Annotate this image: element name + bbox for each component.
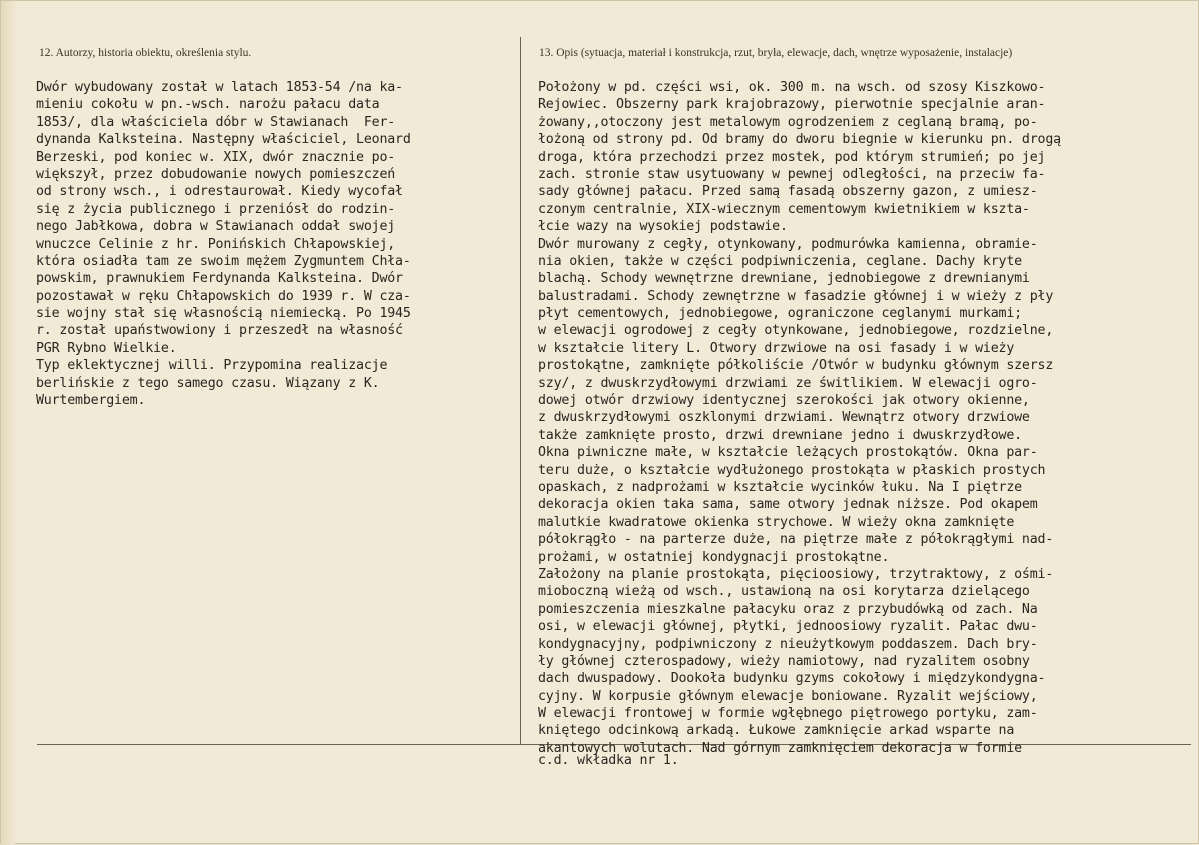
history-text-line: pozostawał w ręku Chłapowskich do 1939 r. W cza- — [36, 288, 411, 304]
description-text-line: nia okien, także w części podpiwniczenia, ceglane. Dachy kryte — [538, 253, 1022, 269]
description-text-line: dowej otwór drzwiowy identycznej szerokości jak otwory okienne, — [538, 393, 1030, 409]
history-text-line: PGR Rybno Wielkie. — [36, 340, 177, 356]
column-divider — [520, 37, 521, 745]
description-text-line: Rejowiec. Obszerny park krajobrazowy, pierwotnie specjalnie aran- — [538, 97, 1046, 113]
description-text-line: droga, która przechodzi przez mostek, pod którym strumień; po jej — [538, 149, 1046, 165]
description-text-line: prostokątne, zamknięte półkoliście /Otwór w budynku głównym szersz — [538, 358, 1054, 374]
description-text-line: cyjny. W korpusie głównym elewacje boniowane. Ryzalit wejściowy, — [538, 688, 1038, 704]
description-text-line: osi, w elewacji głównej, płytki, jednoosiowy ryzalit. Pałac dwu- — [538, 619, 1038, 635]
description-text-line: zach. stronie staw usytuowany w pewnej odległości, na przeciw fa- — [538, 166, 1046, 182]
history-text — [36, 79, 411, 409]
history-text-line: dynanda Kalksteina. Następny właściciel, Leonard — [36, 132, 411, 148]
description-text-line: balustradami. Schody zewnętrzne w fasadzie głównej i w wieży z pły — [538, 288, 1054, 304]
description-text-line: dach dwuspadowy. Dookoła budynku gzyms cokołowy i międzykondygna- — [538, 671, 1046, 687]
description-text-line: półokrągło - na parterze duże, na piętrze małe z półokrągłymi nad- — [538, 532, 1054, 548]
description-text-line: malutkie kwadratowe okienka strychowe. W wieży okna zamknięte — [538, 514, 1015, 530]
history-text-line: sie wojny stał się własnością niemiecką. Po 1945 — [36, 306, 411, 322]
description-text-line: Dwór murowany z cegły, otynkowany, podmurówka kamienna, obramie- — [538, 236, 1038, 252]
description-text-line: pomieszczenia mieszkalne pałacyku oraz z przybudówką od zach. Na — [538, 601, 1038, 617]
description-text-line: akantowych wolutach. Nad górnym zamknięciem dekoracja w formie — [538, 740, 1022, 756]
description-text-line: ły głównej czterospadowy, wieży namiotowy, nad ryzalitem osobny — [538, 653, 1030, 669]
history-text-line: r. został upaństwowiony i przeszedł na własność — [36, 323, 403, 339]
history-text-line: mieniu cokołu w pn.-wsch. narożu pałacu data — [36, 97, 380, 113]
description-text-line: w kształcie litery L. Otwory drzwiowe na osi fasady i w wieży — [538, 340, 1015, 356]
history-text-line: 1853/, dla właściciela dóbr w Stawianach Fer- — [36, 114, 396, 130]
description-text-line: szy/, z dwuskrzydłowymi drzwiami ze świtlikiem. W elewacji ogro- — [538, 375, 1038, 391]
description-text-line: łcie wazy na wysokiej podstawie. — [538, 219, 788, 235]
description-text-line: Okna piwniczne małe, w kształcie leżących prostokątów. Okna par- — [538, 445, 1038, 461]
description-text-line: łożoną od strony pd. Od bramy do dworu biegnie w kierunku pn. drogą — [538, 132, 1061, 148]
history-text-line: która osiadła tam ze swoim mężem Zygmuntem Chła- — [36, 253, 411, 269]
description-text-line: Założony na planie prostokąta, pięcioosiowy, trzytraktowy, z ośmi- — [538, 566, 1054, 582]
description-text-line: sady głównej pałacu. Przed samą fasadą obszerny gazon, z umiesz- — [538, 184, 1038, 200]
description-text-line: mioboczną wieżą od wsch., ustawioną na osi korytarza dzielącego — [538, 584, 1030, 600]
history-text-line: berlińskie z tego samego czasu. Wiązany z K. — [36, 375, 380, 391]
section-12-heading: 12. Autorzy, historia obiektu, określenia stylu. — [39, 47, 252, 59]
history-text-line: nego Jabłkowa, dobra w Stawianach oddał swojej — [36, 219, 396, 235]
description-text-line: kondygnacyjny, podpiwniczony z nieużytkowym poddaszem. Dach bry- — [538, 636, 1038, 652]
history-text-line: wnuczce Celinie z hr. Ponińskich Chłapowskiej, — [36, 236, 396, 252]
description-text — [538, 79, 1061, 757]
description-text-line: żowany,,otoczony jest metalowym ogrodzeniem z ceglaną bramą, po- — [538, 114, 1038, 130]
description-text-line: teru duże, o kształcie wydłużonego prostokąta w płaskich prostych — [538, 462, 1046, 478]
section-13-heading: 13. Opis (sytuacja, materiał i konstrukcja, rzut, bryła, elewacje, dach, wnętrze wyposażenie, instalacje) — [539, 47, 1013, 59]
description-text-line: dekoracja okien taka sama, same otwory jednak niższe. Pod okapem — [538, 497, 1038, 513]
description-text-line: opaskach, z nadprożami w kształcie wycinków łuku. Na I piętrze — [538, 479, 1022, 495]
description-text-line: blachą. Schody wewnętrzne drewniane, jednobiegowe z drewnianymi — [538, 271, 1030, 287]
continuation-note: c.d. wkładka nr 1. — [538, 753, 679, 768]
description-text-line: z dwuskrzydłowymi oszklonymi drzwiami. Wewnątrz otwory drzwiowe — [538, 410, 1030, 426]
description-text-line: Położony w pd. części wsi, ok. 300 m. na wsch. od szosy Kiszkowo- — [538, 80, 1046, 95]
description-text-line: prożami, w ostatniej kondygnacji prostokątne. — [538, 549, 890, 565]
description-text-line: także zamknięte prosto, drzwi drewniane jedno i dwuskrzydłowe. — [538, 427, 1022, 443]
history-text-line: Berzeski, pod koniec w. XIX, dwór znacznie po- — [36, 149, 396, 165]
history-text-line: od strony wsch., i odrestaurował. Kiedy wycofał — [36, 184, 403, 200]
description-text-line: W elewacji frontowej w formie wgłębnego piętrowego portyku, zam- — [538, 706, 1038, 722]
description-text-line: czonym centralnie, XIX-wiecznym cementowym kwietnikiem w kszta- — [538, 201, 1030, 217]
history-text-line: Wurtembergiem. — [36, 393, 146, 409]
history-text-line: większył, przez dobudowanie nowych pomieszczeń — [36, 166, 396, 182]
description-text-line: kniętego odcinkową arkadą. Łukowe zamknięcie arkad wsparte na — [538, 723, 1015, 739]
card-edge — [1, 1, 15, 845]
history-text-line: się z życia publicznego i przeniósł do rodzin- — [36, 201, 396, 217]
description-text-line: płyt cementowych, jednobiegowe, ograniczone ceglanymi murkami; — [538, 306, 1022, 322]
history-text-line: Dwór wybudowany został w latach 1853-54 /na ka- — [36, 80, 403, 95]
history-text-line: Typ eklektycznej willi. Przypomina realizacje — [36, 358, 388, 374]
description-text-line: w elewacji ogrodowej z cegły otynkowane, jednobiegowe, rozdzielne, — [538, 323, 1054, 339]
history-text-line: powskim, prawnukiem Ferdynanda Kalksteina. Dwór — [36, 271, 403, 287]
